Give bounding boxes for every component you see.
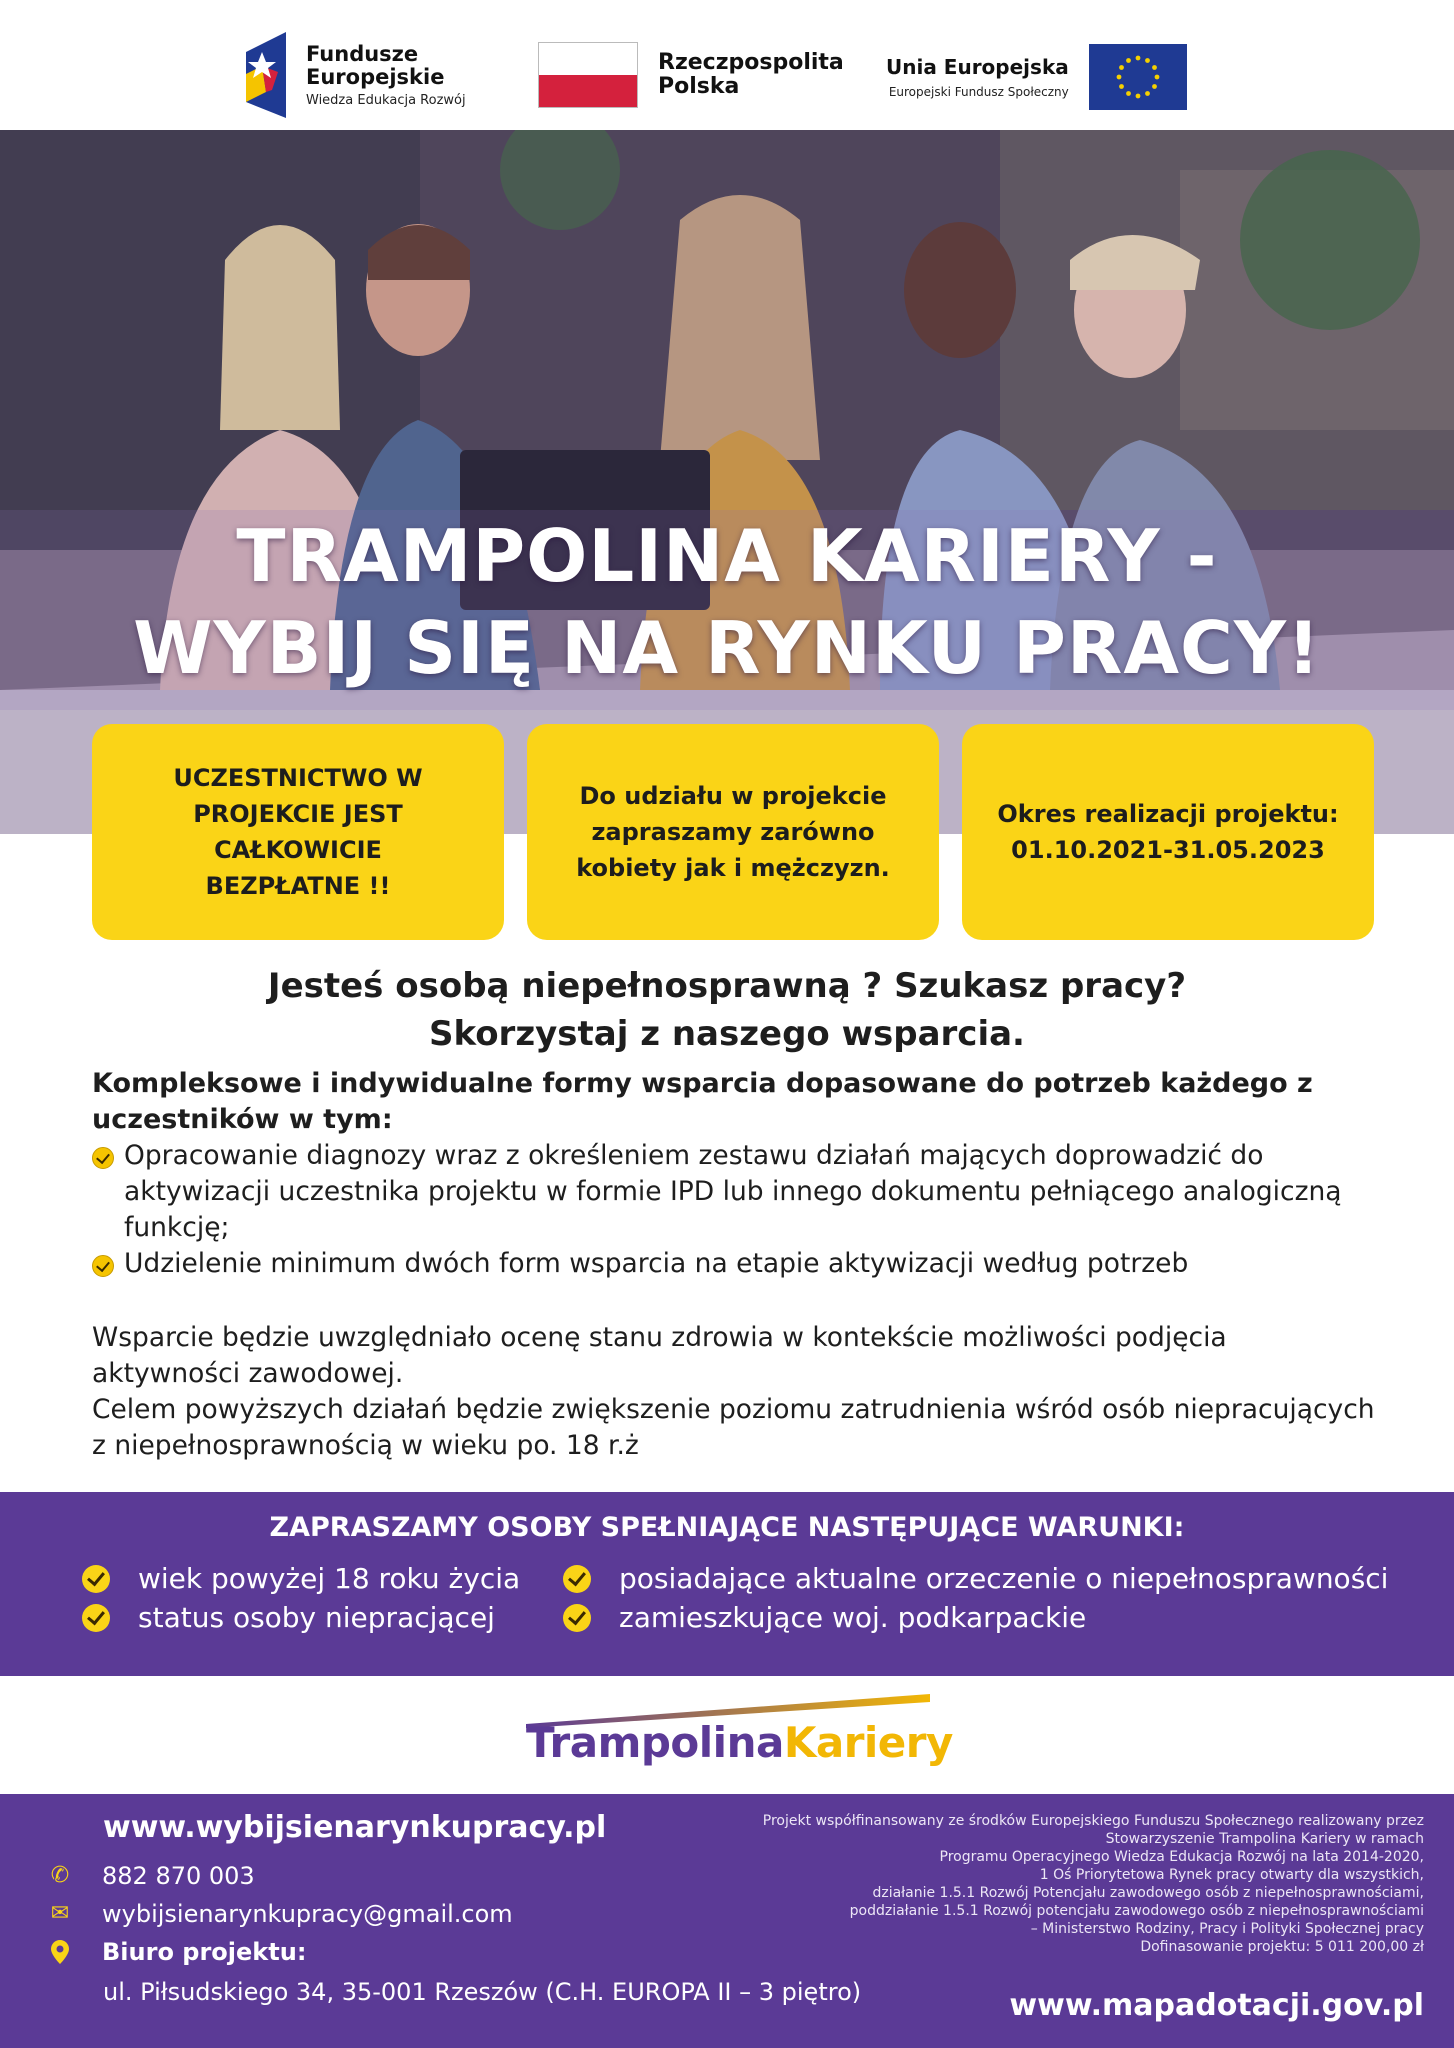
office-address: ul. Piłsudskiego 34, 35-001 Rzeszów (C.H. EUROPA II – 3 piętro) (103, 1978, 862, 2006)
goal-paragraph: Celem powyższych działań będzie zwiększenie poziomu zatrudnienia wśród osób niepracujących z niepełnosprawnością w wieku po. 18 r.ż (92, 1394, 1375, 1461)
header-logos (0, 0, 1454, 130)
unia-europejska-logo (886, 44, 1187, 110)
hero-title-line-1: TRAMPOLINA KARIERY - (236, 514, 1218, 598)
conditions-title: ZAPRASZAMY OSOBY SPEŁNIAJĄCE NASTĘPUJĄCE WARUNKI: (269, 1512, 1185, 1543)
polish-flag-icon (538, 42, 638, 108)
fe-subtitle: Wiedza Edukacja Rozwój (306, 92, 466, 108)
health-paragraph: Wsparcie będzie uwzględniało ocenę stanu zdrowia w kontekście możliwości podjęcia aktywności zawodowej. (92, 1322, 1227, 1389)
support-intro: Kompleksowe i indywidualne formy wsparcia dopasowane do potrzeb każdego z uczestników w tym: (92, 1068, 1313, 1135)
main-question: Jesteś osobą niepełnosprawną ? Szukasz pracy? Skorzystaj z naszego wsparcia. (267, 966, 1187, 1054)
eu-flag-icon (1089, 44, 1187, 110)
funding-note: Projekt współfinansowany ze środków Europejskiego Funduszu Społecznego realizowany przez Stowarzyszenie Trampolina Kariery w ramach Programu Operacyjnego Wiedza Edukacja Rozwój na lata 2014-2020, 1 Oś Priorytetowa Rynek pracy otwarty dla wszystkich, działanie 1.5.1 Rozwój Potencjału zawodowego osób z niepełnosprawnościami, poddziałanie 1.5.1 Rozwój potencjału zawodowego osób z niepełnosprawnościami – Ministerstwo Rodziny, Pracy i Polityki Społecznej pracy Dofinasowanie projektu: 5 011 200,00 zł (762, 1813, 1424, 1955)
condition-item (563, 1601, 1086, 1635)
ue-subtitle: Europejski Fundusz Społeczny (888, 85, 1069, 99)
office-label-row (48, 1938, 306, 1966)
condition-text: zamieszkujące woj. podkarpackie (619, 1601, 1087, 1634)
support-bullet-text: Udzielenie minimum dwóch form wsparcia na etapie aktywizacji według potrzeb (124, 1248, 1189, 1279)
project-website-link[interactable]: www.wybijsienarynkupracy.pl (103, 1810, 607, 1845)
trampolina-kariery-logo (520, 1690, 953, 1790)
check-circle-icon (82, 1604, 110, 1632)
fe-title: Fundusze Europejskie (306, 41, 445, 89)
brand-name (526, 1718, 953, 1767)
phone-icon: ✆ (50, 1863, 70, 1888)
condition-text: wiek powyżej 18 roku życia (138, 1562, 521, 1595)
support-bullet-list (92, 1138, 1382, 1282)
rp-title: Rzeczpospolita Polska (658, 50, 844, 99)
info-box-period (962, 724, 1374, 940)
email-address: wybijsienarynkupracy@gmail.com (102, 1900, 513, 1928)
fundusze-europejskie-logo (242, 32, 466, 118)
fe-star-mark-icon (242, 32, 290, 118)
ue-title: Unia Europejska (886, 55, 1069, 79)
brand-name-part2: Kariery (783, 1718, 953, 1767)
condition-item (563, 1562, 1388, 1596)
support-bullet (92, 1246, 1382, 1282)
map-pin-icon (48, 1940, 72, 1964)
check-circle-icon (92, 1147, 114, 1169)
condition-text: status osoby niepracjącej (138, 1601, 495, 1634)
check-circle-icon (563, 1565, 591, 1593)
footer (0, 1794, 1454, 2048)
condition-text: posiadające aktualne orzeczenie o niepełnosprawności (619, 1562, 1389, 1595)
info-boxes (92, 724, 1374, 940)
condition-item (82, 1601, 495, 1635)
rzeczpospolita-polska-logo (538, 42, 844, 108)
mapadotacji-link[interactable]: www.mapadotacji.gov.pl (1009, 1988, 1424, 2023)
check-circle-icon (563, 1604, 591, 1632)
check-circle-icon (82, 1565, 110, 1593)
support-bullet-text: Opracowanie diagnozy wraz z określeniem zestawu działań mających doprowadzić do aktywizacji uczestnika projektu w formie IPD lub innego dokumentu pełniącego analogiczną funkcję; (124, 1140, 1342, 1243)
hero-title-line-2: WYBIJ SIĘ NA RYNKU PRACY! (133, 606, 1321, 690)
envelope-icon: ✉ (50, 1901, 70, 1926)
support-bullet (92, 1138, 1382, 1246)
condition-item (82, 1562, 520, 1596)
office-label: Biuro projektu: (102, 1938, 307, 1966)
info-box-audience-text: Do udziału w projekcie zapraszamy zarówno kobiety jak i mężczyzn. (576, 782, 890, 882)
info-box-period-text: Okres realizacji projektu: 01.10.2021-31.05.2023 (997, 800, 1339, 864)
contact-email[interactable] (48, 1900, 513, 1928)
info-box-free (92, 724, 504, 940)
info-box-free-text: UCZESTNICTWO W PROJEKCIE JEST CAŁKOWICIE BEZPŁATNE !! (173, 764, 423, 900)
contact-phone[interactable] (48, 1862, 255, 1890)
brand-name-part1: Trampolina (526, 1718, 784, 1767)
hero-title (0, 510, 1454, 694)
check-circle-icon (92, 1255, 114, 1277)
phone-number: 882 870 003 (102, 1862, 255, 1890)
info-box-audience (527, 724, 939, 940)
